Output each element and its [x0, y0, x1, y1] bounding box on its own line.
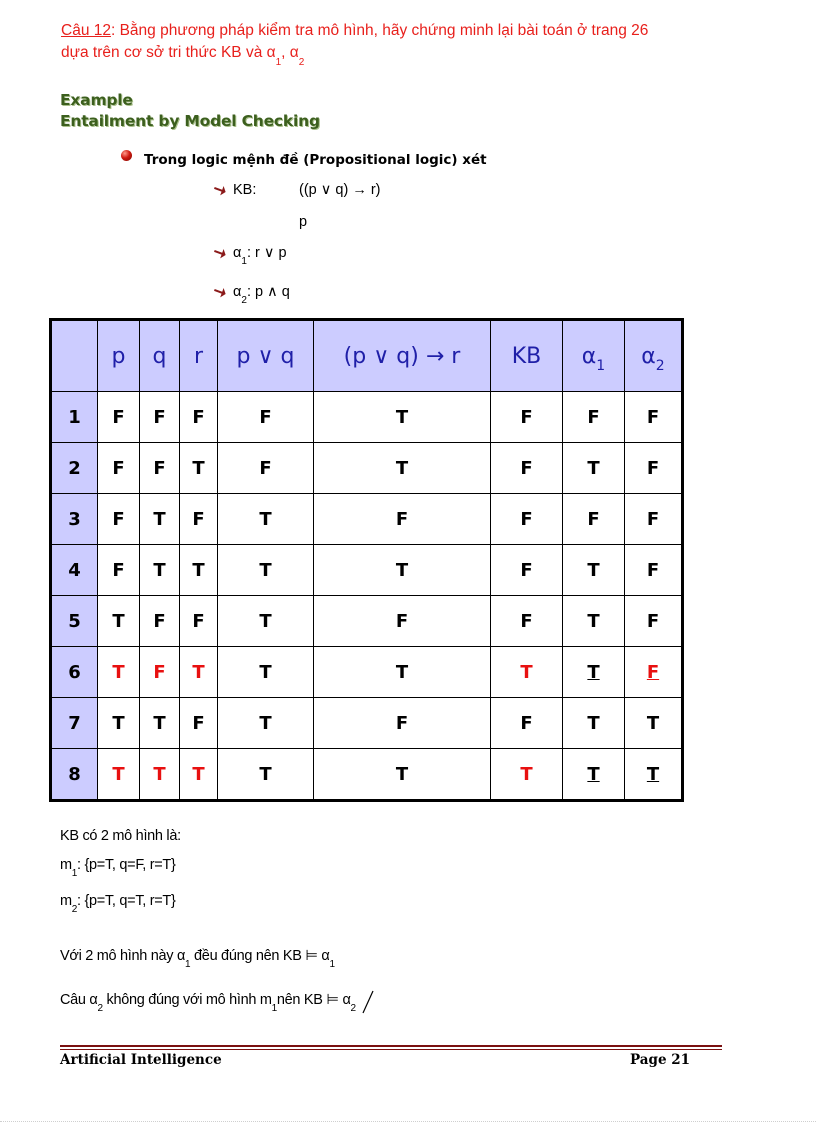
model-m1: $m_1$: {p=T, q=F, r=T}	[60, 857, 176, 879]
row-index-cell: 7	[51, 698, 98, 749]
table-cell: F	[140, 647, 180, 698]
table-cell: F	[218, 443, 314, 494]
table-cell: F	[98, 443, 140, 494]
table-cell: T	[491, 749, 563, 801]
row-index-cell: 6	[51, 647, 98, 698]
table-cell: T	[180, 749, 218, 801]
table-row	[51, 443, 683, 494]
kb-label: KB:	[233, 182, 257, 198]
table-cell: F	[491, 596, 563, 647]
table-row	[51, 494, 683, 545]
table-cell: F	[491, 443, 563, 494]
table-cell: T	[140, 749, 180, 801]
table-cell: T	[563, 545, 625, 596]
row-index-cell: 3	[51, 494, 98, 545]
table-cell: T	[218, 494, 314, 545]
table-cell: F	[491, 494, 563, 545]
alpha1-expression: : r ∨ p	[246, 245, 287, 261]
table-cell: T	[180, 647, 218, 698]
table-cell: T	[563, 749, 625, 801]
intro-text: Trong logic mệnh đề (Propositional logic) xét	[144, 152, 487, 168]
table-cell: T	[218, 749, 314, 801]
table-cell: T	[218, 698, 314, 749]
kb-expression: ((p ∨ q) → r)	[299, 182, 381, 198]
table-cell: F	[140, 443, 180, 494]
table-header-row	[51, 320, 683, 392]
table-cell: F	[625, 443, 683, 494]
table-row	[51, 392, 683, 443]
table-cell: F	[625, 647, 683, 698]
table-cell: T	[563, 647, 625, 698]
table-header-cell: (p ∨ q) → r	[314, 320, 491, 392]
table-cell: T	[563, 698, 625, 749]
table-cell: F	[491, 698, 563, 749]
table-cell: F	[625, 545, 683, 596]
table-header-cell: $\alpha_2$	[625, 320, 683, 392]
footer-title: Artificial Intelligence	[60, 1052, 222, 1068]
table-row	[51, 596, 683, 647]
table-header-cell: p ∨ q	[218, 320, 314, 392]
table-cell: T	[314, 749, 491, 801]
table-cell: F	[625, 392, 683, 443]
table-cell: T	[563, 596, 625, 647]
question-number: Câu 12	[61, 22, 111, 39]
table-cell: T	[98, 596, 140, 647]
table-cell: T	[180, 443, 218, 494]
kb-expression-2: p	[299, 214, 308, 230]
table-cell: F	[491, 545, 563, 596]
table-cell: F	[625, 596, 683, 647]
table-cell: T	[180, 545, 218, 596]
table-cell: F	[491, 392, 563, 443]
row-index-cell: 2	[51, 443, 98, 494]
row-index-cell: 1	[51, 392, 98, 443]
table-cell: T	[140, 494, 180, 545]
question-line1: : Bằng phương pháp kiểm tra mô hình, hãy chứng minh lại bài toán ở trang 26	[110, 22, 649, 39]
table-cell: F	[218, 392, 314, 443]
table-cell: T	[491, 647, 563, 698]
table-header-cell: q	[140, 320, 180, 392]
table-cell: T	[98, 749, 140, 801]
table-cell: F	[563, 392, 625, 443]
table-header-cell	[51, 320, 98, 392]
table-cell: T	[314, 545, 491, 596]
table-cell: F	[314, 698, 491, 749]
table-cell: F	[314, 494, 491, 545]
row-index-cell: 8	[51, 749, 98, 801]
table-cell: F	[140, 596, 180, 647]
page-bottom-border	[0, 1121, 816, 1122]
table-cell: T	[625, 749, 683, 801]
alpha1-symbol: α	[233, 245, 242, 261]
table-header-cell: KB	[491, 320, 563, 392]
table-cell: T	[314, 392, 491, 443]
example-subtitle: Entailment by Model Checking	[60, 112, 320, 130]
conclusion-line1: KB có 2 mô hình là:	[60, 828, 181, 844]
row-index-cell: 4	[51, 545, 98, 596]
footer-rule	[60, 1045, 722, 1047]
table-cell: T	[140, 698, 180, 749]
intro-bullet	[124, 152, 487, 168]
table-row	[51, 647, 683, 698]
table-cell: T	[218, 596, 314, 647]
table-row	[51, 749, 683, 801]
arrow-bullet-icon	[213, 286, 227, 298]
footer-page-number: Page 21	[630, 1052, 691, 1068]
arrow-bullet-icon	[213, 247, 227, 259]
table-cell: F	[98, 494, 140, 545]
table-cell: F	[98, 392, 140, 443]
table-header-cell: r	[180, 320, 218, 392]
not-entails-slash-icon	[361, 990, 375, 1014]
table-cell: F	[625, 494, 683, 545]
table-cell: F	[180, 698, 218, 749]
truth-table	[49, 318, 684, 802]
table-cell: F	[180, 596, 218, 647]
table-cell: T	[314, 647, 491, 698]
table-cell: T	[625, 698, 683, 749]
alpha2-symbol: α	[233, 284, 242, 300]
table-cell: T	[563, 443, 625, 494]
footer-rule-thin	[60, 1049, 722, 1050]
row-index-cell: 5	[51, 596, 98, 647]
table-cell: T	[140, 545, 180, 596]
table-header-cell: p	[98, 320, 140, 392]
table-cell: F	[563, 494, 625, 545]
table-row	[51, 545, 683, 596]
table-cell: T	[314, 443, 491, 494]
arrow-bullet-icon	[213, 184, 227, 196]
red-bullet-icon	[121, 150, 132, 161]
table-cell: F	[140, 392, 180, 443]
conclusion-not-entails: Câu $\alpha_2$ không đúng với mô hình $m_1nên$ KB ⊨ α $_2$	[60, 992, 356, 1008]
conclusion-entails: Với 2 mô hình này $\alpha_1$ đều đúng nên KB ⊨ $\alpha_1$	[60, 948, 335, 970]
table-cell: F	[98, 545, 140, 596]
question-title: Câu 12: Bằng phương pháp kiểm tra mô hình, hãy chứng minh lại bài toán ở trang 26 dựa trên cơ sở tri thức KB và $\alpha_1$, $\alpha_2$	[61, 22, 649, 68]
table-cell: T	[218, 647, 314, 698]
table-cell: F	[314, 596, 491, 647]
question-line2: dựa trên cơ sở tri thức KB và α	[61, 44, 276, 61]
table-cell: T	[98, 647, 140, 698]
table-cell: T	[218, 545, 314, 596]
table-cell: T	[98, 698, 140, 749]
alpha2-expression: : p ∧ q	[246, 284, 290, 300]
table-cell: F	[180, 494, 218, 545]
example-title: Example	[60, 91, 133, 109]
table-cell: F	[180, 392, 218, 443]
model-m2: $m_2$: {p=T, q=T, r=T}	[60, 893, 176, 915]
example-heading	[60, 90, 320, 132]
table-row	[51, 698, 683, 749]
table-header-cell: $\alpha_1$	[563, 320, 625, 392]
